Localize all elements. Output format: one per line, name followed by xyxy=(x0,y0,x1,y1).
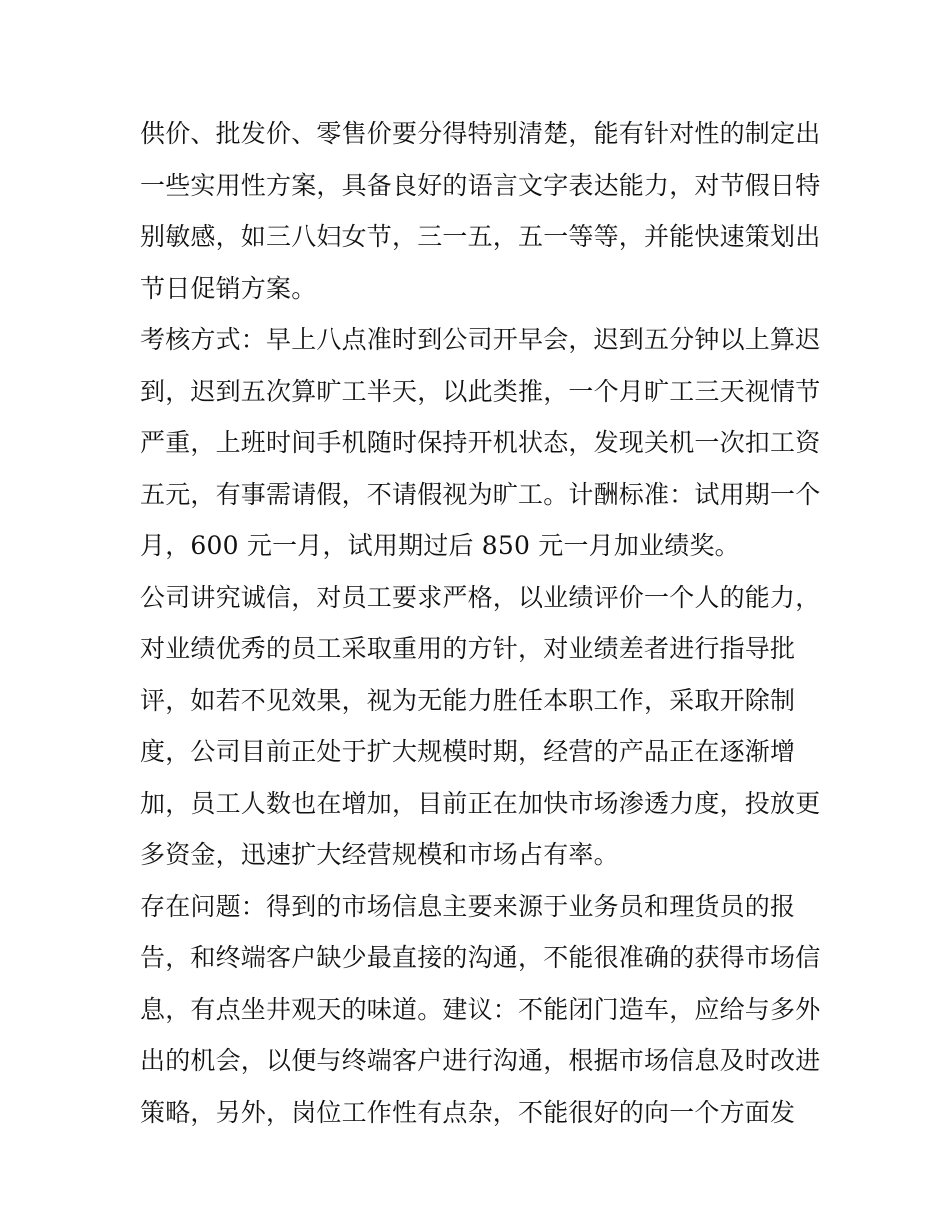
text-line-13: 度，公司目前正处于扩大规模时期，经营的产品正在逐渐增 xyxy=(140,737,796,766)
text-line-6: 到，迟到五次算旷工半天，以此类推，一个月旷工三天视情节 xyxy=(140,376,820,406)
text-line-8: 五元，有事需请假，不请假视为旷工。计酬标准：试用期一个 xyxy=(140,479,820,509)
text-line-14: 加，员工人数也在增加，目前正在加快市场渗透力度，投放更 xyxy=(140,788,820,818)
text-line-11: 对业绩优秀的员工采取重用的方针，对业绩差者进行指导批 xyxy=(140,634,796,663)
text-line-18: 息，有点坐井观天的味道。建议：不能闭门造车，应给与多外 xyxy=(140,994,820,1024)
body-text xyxy=(140,108,820,1138)
text-line-16: 存在问题：得到的市场信息主要来源于业务员和理货员的报 xyxy=(140,891,796,921)
text-line-9: 月，600 元一月，试用期过后 850 元一月加业绩奖。 xyxy=(140,531,740,560)
text-line-4: 节日促销方案。 xyxy=(140,273,317,303)
text-line-12: 评，如若不见效果，视为无能力胜任本职工作，采取开除制 xyxy=(140,685,796,715)
text-line-17: 告，和终端客户缺少最直接的沟通，不能很准确的获得市场信 xyxy=(140,943,820,972)
text-line-3: 别敏感，如三八妇女节，三一五，五一等等，并能快速策划出 xyxy=(140,222,820,251)
text-line-2: 一些实用性方案，具备良好的语言文字表达能力，对节假日特 xyxy=(140,170,820,200)
text-line-1: 供价、批发价、零售价要分得特别清楚，能有针对性的制定出 xyxy=(140,119,820,148)
text-line-19: 出的机会，以便与终端客户进行沟通，根据市场信息及时改进 xyxy=(140,1046,820,1075)
text-line-10: 公司讲究诚信，对员工要求严格，以业绩评价一个人的能力， xyxy=(140,582,820,612)
text-line-15: 多资金，迅速扩大经营规模和市场占有率。 xyxy=(140,840,619,869)
text-line-7: 严重，上班时间手机随时保持开机状态，发现关机一次扣工资 xyxy=(140,428,820,457)
text-line-5: 考核方式：早上八点准时到公司开早会，迟到五分钟以上算迟 xyxy=(140,325,820,354)
text-line-20: 策略，另外，岗位工作性有点杂，不能很好的向一个方面发 xyxy=(140,1097,796,1127)
